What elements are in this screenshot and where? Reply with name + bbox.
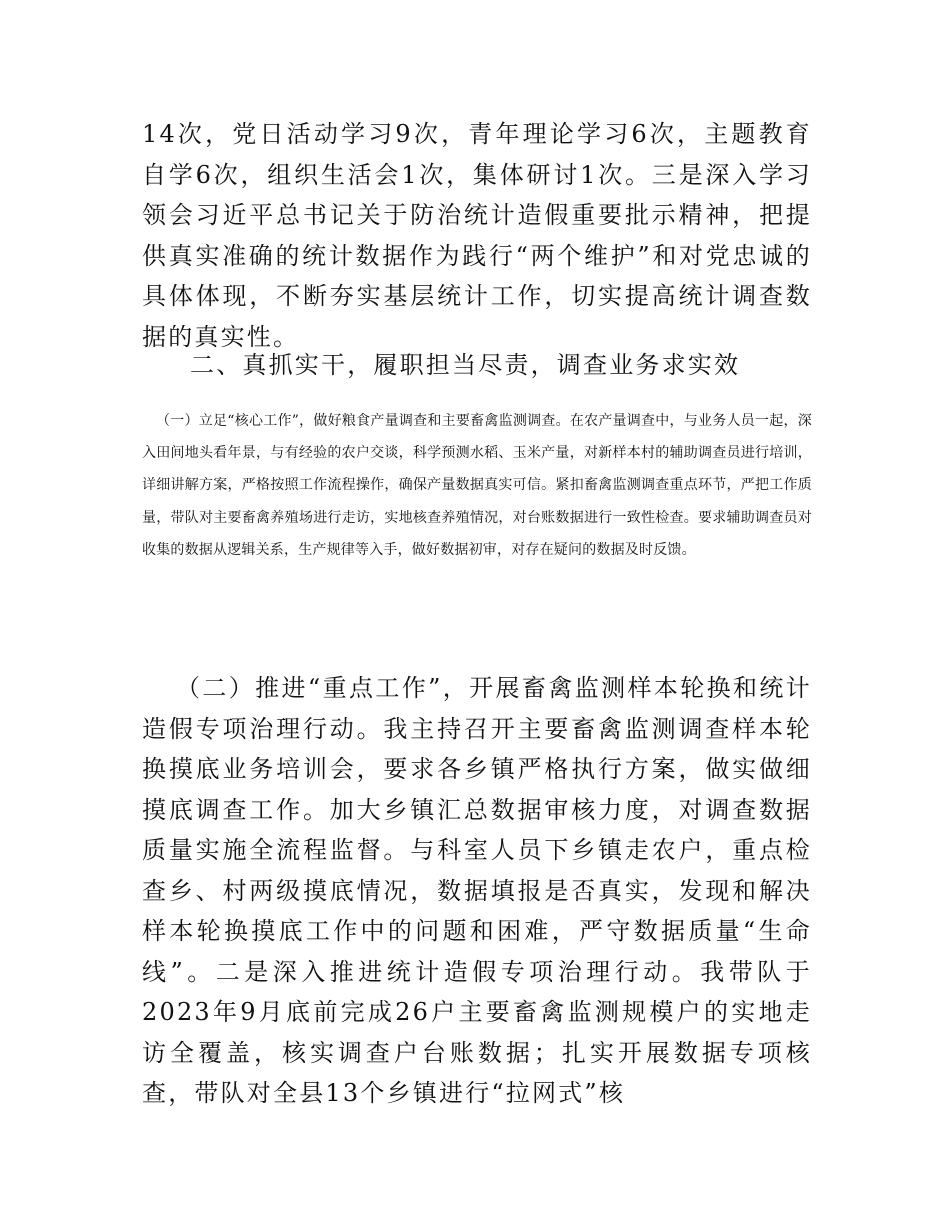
section-heading: 二、真抓实干，履职担当尽责，调查业务求实效 — [190, 351, 741, 379]
paragraph-continued: 14次，党日活动学习9次，青年理论学习6次，主题教育自学6次，组织生活会1次，集体研讨1次。三是深入学习领会习近平总书记关于防治统计造假重要批示精神，把提供真实准确的统计数据作为践行“两个维护”和对党忠诚的具体体现，不断夯实基层统计工作，切实提高统计调查数据的真实性。 — [142, 120, 812, 351]
paragraph-subsection-1-text: （一）立足“核心工作”，做好粮食产量调查和主要畜禽监测调查。在农产量调查中，与业务人员一起，深入田间地头看年景，与有经验的农户交谈，科学预测水稻、玉米产量，对新样本村的辅助调查员进行培训，详细讲解方案，严格按照工作流程操作，确保产量数据真实可信。紧扣畜禽监测调查重点环节，严把工作质量，带队对主要畜禽养殖场进行走访，实地核查养殖情况，对台账数据进行一致性检查。要求辅助调查员对收集的数据从逻辑关系，生产规律等入手，做好数据初审，对存在疑问的数据及时反馈。 — [142, 413, 812, 558]
paragraph-subsection-1 — [142, 405, 812, 566]
paragraph-subsection-2: （二）推进“重点工作”，开展畜禽监测样本轮换和统计造假专项治理行动。我主持召开主要畜禽监测调查样本轮换摸底业务培训会，要求各乡镇严格执行方案，做实做细摸底调查工作。加大乡镇汇总数据审核力度，对调查数据质量实施全流程监督。与科室人员下乡镇走农户，重点检查乡、村两级摸底情况，数据填报是否真实，发现和解决样本轮换摸底工作中的问题和困难，严守数据质量“生命线”。二是深入推进统计造假专项治理行动。我带队于2023年9月底前完成26户主要畜禽监测规模户的实地走访全覆盖，核实调查户台账数据；扎实开展数据专项核查，带队对全县13个乡镇进行“拉网式”核 — [142, 674, 812, 1107]
